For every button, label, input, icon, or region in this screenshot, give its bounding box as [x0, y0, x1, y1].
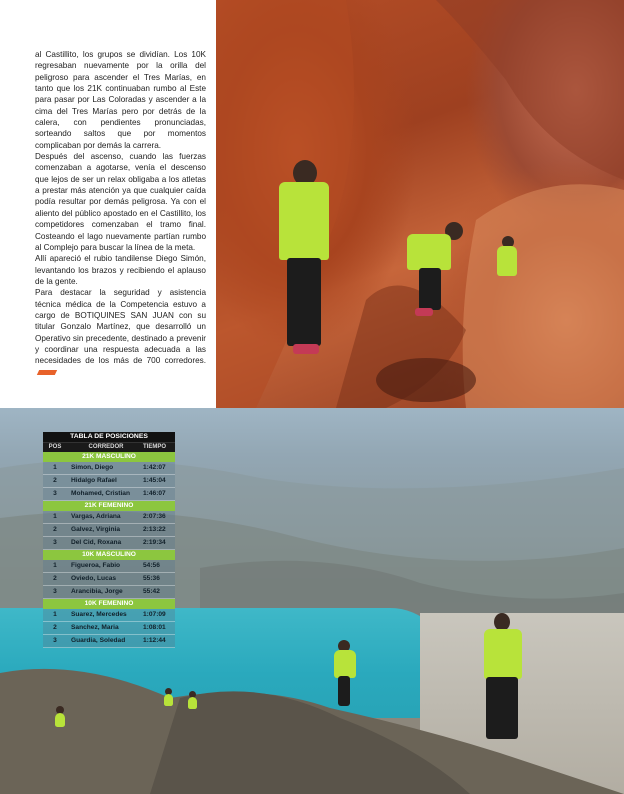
- table-row: [43, 537, 175, 550]
- runner-figure: [330, 640, 360, 710]
- article-paragraph: Después del ascenso, cuando las fuerzas comenzaban a agotarse, venía el descenso que lejos de ser un relax obligaba a los atletas a prestar más atención ya que cualquier caída podía resultar por demás peligrosa. Ya con el aliento del público apostado en el Castillito, los competidores comenzaban el tramo final. Costeando el lago nuevamente partían rumbo al Complejo para buscar la línea de la meta.: [35, 152, 206, 252]
- cell-time: 1:12:44: [143, 637, 166, 644]
- cell-time: 1:46:07: [143, 490, 166, 497]
- table-row: [43, 609, 175, 622]
- cell-pos: 2: [53, 575, 57, 582]
- runner-figure: [401, 222, 471, 322]
- article-body: [35, 49, 206, 378]
- table-row: [43, 560, 175, 573]
- cell-time: 1:42:07: [143, 464, 166, 471]
- cell-runner: Sanchez, Maria: [71, 624, 119, 631]
- section-10k-male: 10K MASCULINO: [43, 550, 175, 560]
- table-row: [43, 488, 175, 501]
- header-pos: POS: [48, 444, 62, 450]
- cell-pos: 1: [53, 562, 57, 569]
- cell-time: 2:07:36: [143, 513, 166, 520]
- runner-figure: [480, 613, 530, 753]
- cell-time: 55:42: [143, 588, 160, 595]
- cell-runner: Figueroa, Fabio: [71, 562, 121, 569]
- runner-figure: [494, 236, 520, 286]
- cell-runner: Suarez, Mercedes: [71, 611, 127, 618]
- table-row: [43, 475, 175, 488]
- table-row: [43, 573, 175, 586]
- cell-runner: Guardia, Soledad: [71, 637, 126, 644]
- table-row: [43, 462, 175, 475]
- article-paragraph: Allí apareció el rubio tandilense Diego Simón, levantando los brazos y recibiendo el aplauso de la gente.: [35, 254, 206, 286]
- canyon-runners-photo: [216, 0, 624, 408]
- cell-runner: Del Cid, Roxana: [71, 539, 122, 546]
- header-time: TIEMPO: [143, 444, 167, 450]
- cell-pos: 3: [53, 490, 57, 497]
- cell-pos: 3: [53, 539, 57, 546]
- runner-figure: [53, 706, 67, 742]
- cell-pos: 2: [53, 624, 57, 631]
- cell-time: 1:07:09: [143, 611, 166, 618]
- cell-time: 2:19:34: [143, 539, 166, 546]
- cell-runner: Oviedo, Lucas: [71, 575, 117, 582]
- cell-runner: Hidalgo Rafael: [71, 477, 117, 484]
- cell-time: 1:08:01: [143, 624, 166, 631]
- article-paragraph: al Castillito, los grupos se dividían. Los 10K regresaban nuevamente por la orilla del peligroso para ascender el Tres Marías, en tanto que los 21K continuaban rumbo al Este para pasar por Las Coloradas y ascender a la cima del Tres Marías pero por detrás de la calera, con pendientes pronunciadas, sorteando saltos que por momentos complicaban por demás la carrera.: [35, 50, 206, 150]
- cell-time: 55:36: [143, 575, 160, 582]
- cell-runner: Arancibia, Jorge: [71, 588, 123, 595]
- article-column: [0, 0, 216, 408]
- runner-figure: [271, 160, 341, 360]
- cell-runner: Vargas, Adriana: [71, 513, 121, 520]
- section-10k-female: 10K FEMENINO: [43, 599, 175, 609]
- cell-pos: 1: [53, 513, 57, 520]
- cell-time: 1:45:04: [143, 477, 166, 484]
- results-table-header: [43, 442, 175, 452]
- article-paragraph-last: [35, 287, 206, 378]
- cell-pos: 1: [53, 464, 57, 471]
- table-row: [43, 635, 175, 648]
- table-row: [43, 511, 175, 524]
- results-table-title: TABLA DE POSICIONES: [43, 432, 175, 442]
- cell-pos: 1: [53, 611, 57, 618]
- cell-time: 2:13:22: [143, 526, 166, 533]
- table-row: [43, 524, 175, 537]
- end-of-article-mark: [37, 370, 57, 375]
- cell-pos: 3: [53, 588, 57, 595]
- header-runner: CORREDOR: [88, 444, 124, 450]
- cell-pos: 3: [53, 637, 57, 644]
- cell-runner: Simon, Diego: [71, 464, 114, 471]
- runner-figure: [186, 691, 198, 719]
- cell-runner: Galvez, Virginia: [71, 526, 120, 533]
- cell-pos: 2: [53, 477, 57, 484]
- section-21k-male: 21K MASCULINO: [43, 452, 175, 462]
- results-table: [43, 432, 175, 648]
- runner-figure: [162, 688, 174, 718]
- table-row: [43, 586, 175, 599]
- table-row: [43, 622, 175, 635]
- cell-runner: Mohamed, Cristian: [71, 490, 130, 497]
- cell-time: 54:56: [143, 562, 160, 569]
- cell-pos: 2: [53, 526, 57, 533]
- article-paragraph-text: Para destacar la seguridad y asistencia técnica médica de la Competencia estuvo a cargo de BOTIQUINES SAN JUAN con su titular Gonzalo Martínez, que desarrolló un Operativo sin precedente, destinado a prevenir y coordinar una respuesta adecuada a las necesidades de los más de 700 corredores.: [35, 288, 206, 366]
- section-21k-female: 21K FEMENINO: [43, 501, 175, 511]
